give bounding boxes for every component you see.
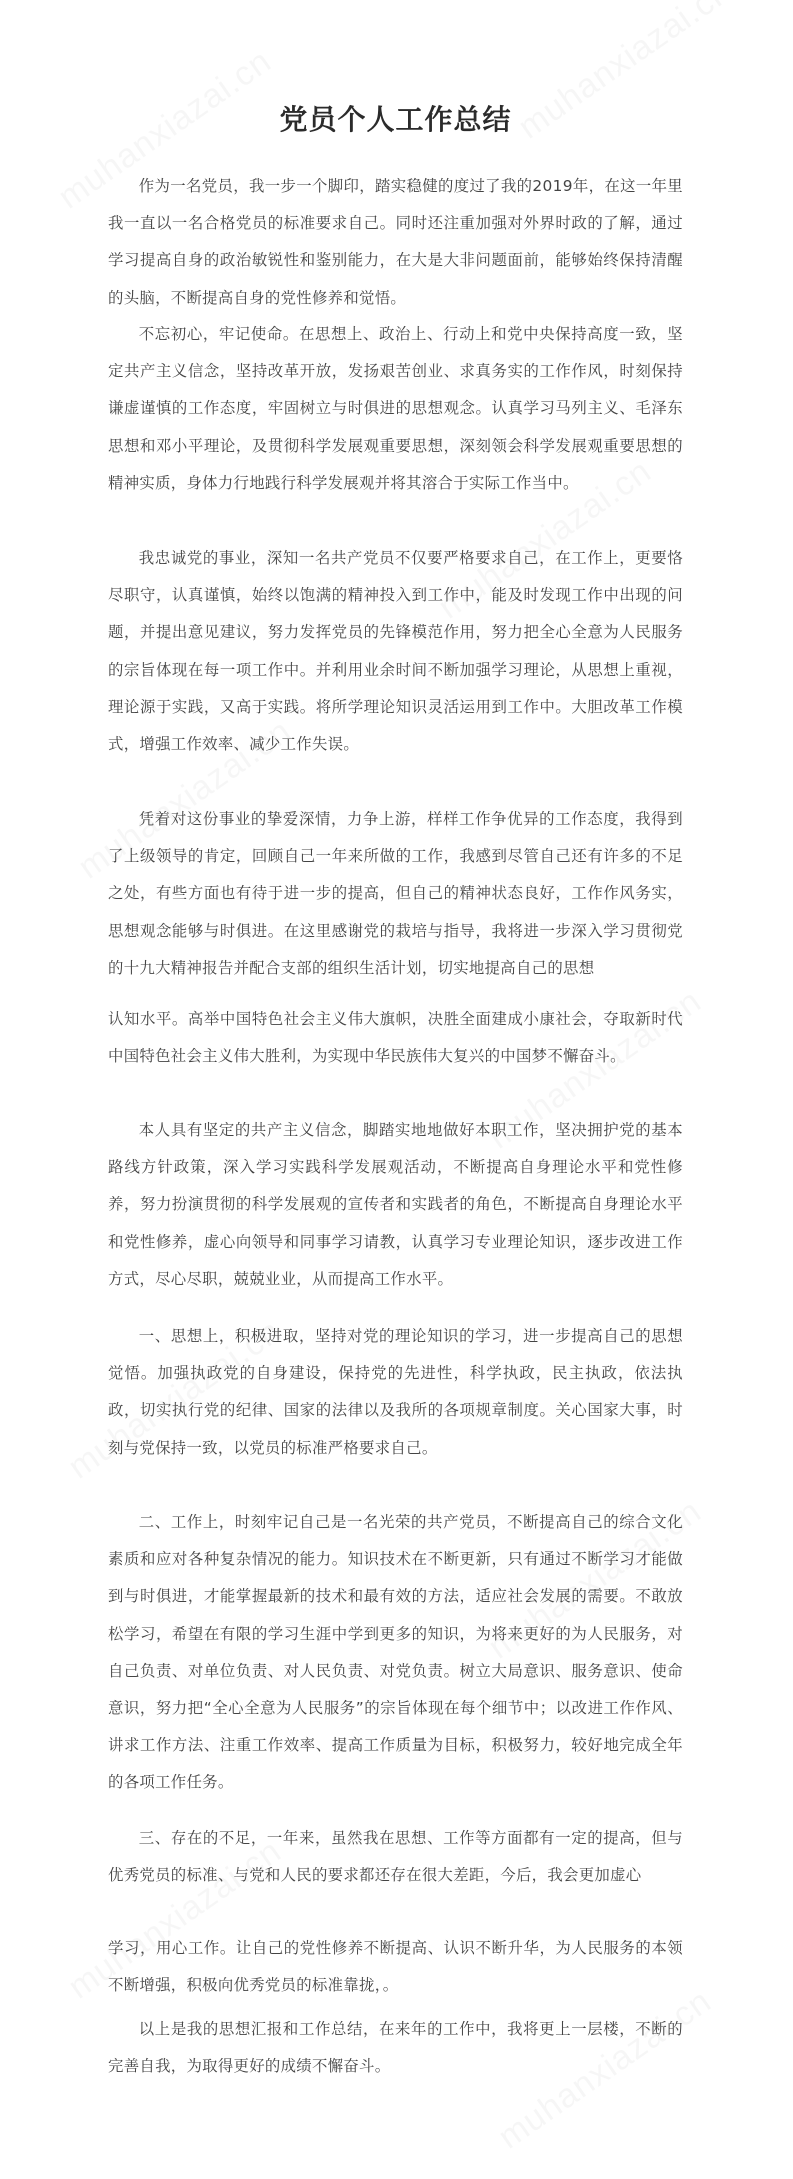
paragraph-belief: 本人具有坚定的共产主义信念，脚踏实地地做好本职工作，坚决拥护党的基本路线方针政策，深入学习实践科学发展观活动，不断提高自身理论水平和党性修养，努力扮演贯彻的科学发展观的宣传者和实践者的角色，不断提高自身理论水平和党性修养，虚心向领导和同事学习请教，认真学习专业理论知识，逐步改进工作方式，尽心尽职，兢兢业业，从而提高工作水平。: [108, 1121, 683, 1288]
document-title: 党员个人工作总结: [279, 103, 512, 136]
paragraph-shortcomings: 三、存在的不足，一年来，虽然我在思想、工作等方面都有一定的提高，但与优秀党员的标准、与党和人民的要求都还存在很大差距，今后，我会更加虚心: [108, 1829, 683, 1885]
paragraph-mission: 不忘初心，牢记使命。在思想上、政治上、行动上和党中央保持高度一致，坚定共产主义信念，坚持改革开放，发扬艰苦创业、求真务实的工作作风，时刻保持谦虚谨慎的工作态度，牢固树立与时俱进的思想观念。认真学习马列主义、毛泽东思想和邓小平理论，及贯彻科学发展观重要思想，深刻领会科学发展观重要思想的精神实质，身体力行地践行科学发展观并将其溶合于实际工作当中。: [108, 325, 683, 492]
paragraph-thought: 一、思想上，积极进取，坚持对党的理论知识的学习，进一步提高自己的思想觉悟。加强执政党的自身建设，保持党的先进性，科学执政，民主执政，依法执政，切实执行党的纪律、国家的法律以及我所的各项规章制度。关心国家大事，时刻与党保持一致，以党员的标准严格要求自己。: [108, 1327, 683, 1457]
paragraph-dedication-continued: 认知水平。高举中国特色社会主义伟大旗帜，决胜全面建成小康社会，夺取新时代中国特色社会主义伟大胜利，为实现中华民族伟大复兴的中国梦不懈奋斗。: [108, 1010, 683, 1066]
paragraph-dedication: 凭着对这份事业的挚爱深情，力争上游，样样工作争优异的工作态度，我得到了上级领导的肯定，回顾自己一年来所做的工作，我感到尽管自己还有许多的不足之处，有些方面也有待于进一步的提高，但自己的精神状态良好，工作作风务实，思想观念能够与时俱进。在这里感谢党的栽培与指导，我将进一步深入学习贯彻党的十九大精神报告并配合支部的组织生活计划，切实地提高自己的思想: [108, 810, 683, 977]
paragraph-work: 二、工作上，时刻牢记自己是一名光荣的共产党员，不断提高自己的综合文化素质和应对各种复杂情况的能力。知识技术在不断更新，只有通过不断学习才能做到与时俱进，才能掌握最新的技术和最有效的方法，适应社会发展的需要。不敢放松学习，希望在有限的学习生涯中学到更多的知识，为将来更好的为人民服务，对自己负责、对单位负责、对人民负责、对党负责。树立大局意识、服务意识、使命意识，努力把“全心全意为人民服务”的宗旨体现在每个细节中；以改进工作作风、讲求工作方法、注重工作效率、提高工作质量为目标，积极努力，较好地完成全年的各项工作任务。: [108, 1513, 683, 1792]
paragraph-intro: 作为一名党员，我一步一个脚印，踏实稳健的度过了我的2019年，在这一年里我一直以一名合格党员的标准要求自己。同时还注重加强对外界时政的了解，通过学习提高自身的政治敏锐性和鉴别能力，在大是大非问题面前，能够始终保持清醒的头脑，不断提高自身的党性修养和觉悟。: [108, 177, 683, 307]
paragraph-loyalty: 我忠诚党的事业，深知一名共产党员不仅要严格要求自己，在工作上，更要恪尽职守，认真谨慎，始终以饱满的精神投入到工作中，能及时发现工作中出现的问题，并提出意见建议，努力发挥党员的先锋模范作用，努力把全心全意为人民服务的宗旨体现在每一项工作中。并利用业余时间不断加强学习理论，从思想上重视，理论源于实践，又高于实践。将所学理论知识灵活运用到工作中。大胆改革工作模式，增强工作效率、减少工作失误。: [108, 549, 683, 754]
paragraph-shortcomings-continued: 学习，用心工作。让自己的党性修养不断提高、认识不断升华，为人民服务的本领不断增强，积极向优秀党员的标准靠拢，。: [108, 1939, 683, 1995]
paragraph-conclusion: 以上是我的思想汇报和工作总结，在来年的工作中，我将更上一层楼，不断的完善自我，为取得更好的成绩不懈奋斗。: [108, 2020, 683, 2076]
